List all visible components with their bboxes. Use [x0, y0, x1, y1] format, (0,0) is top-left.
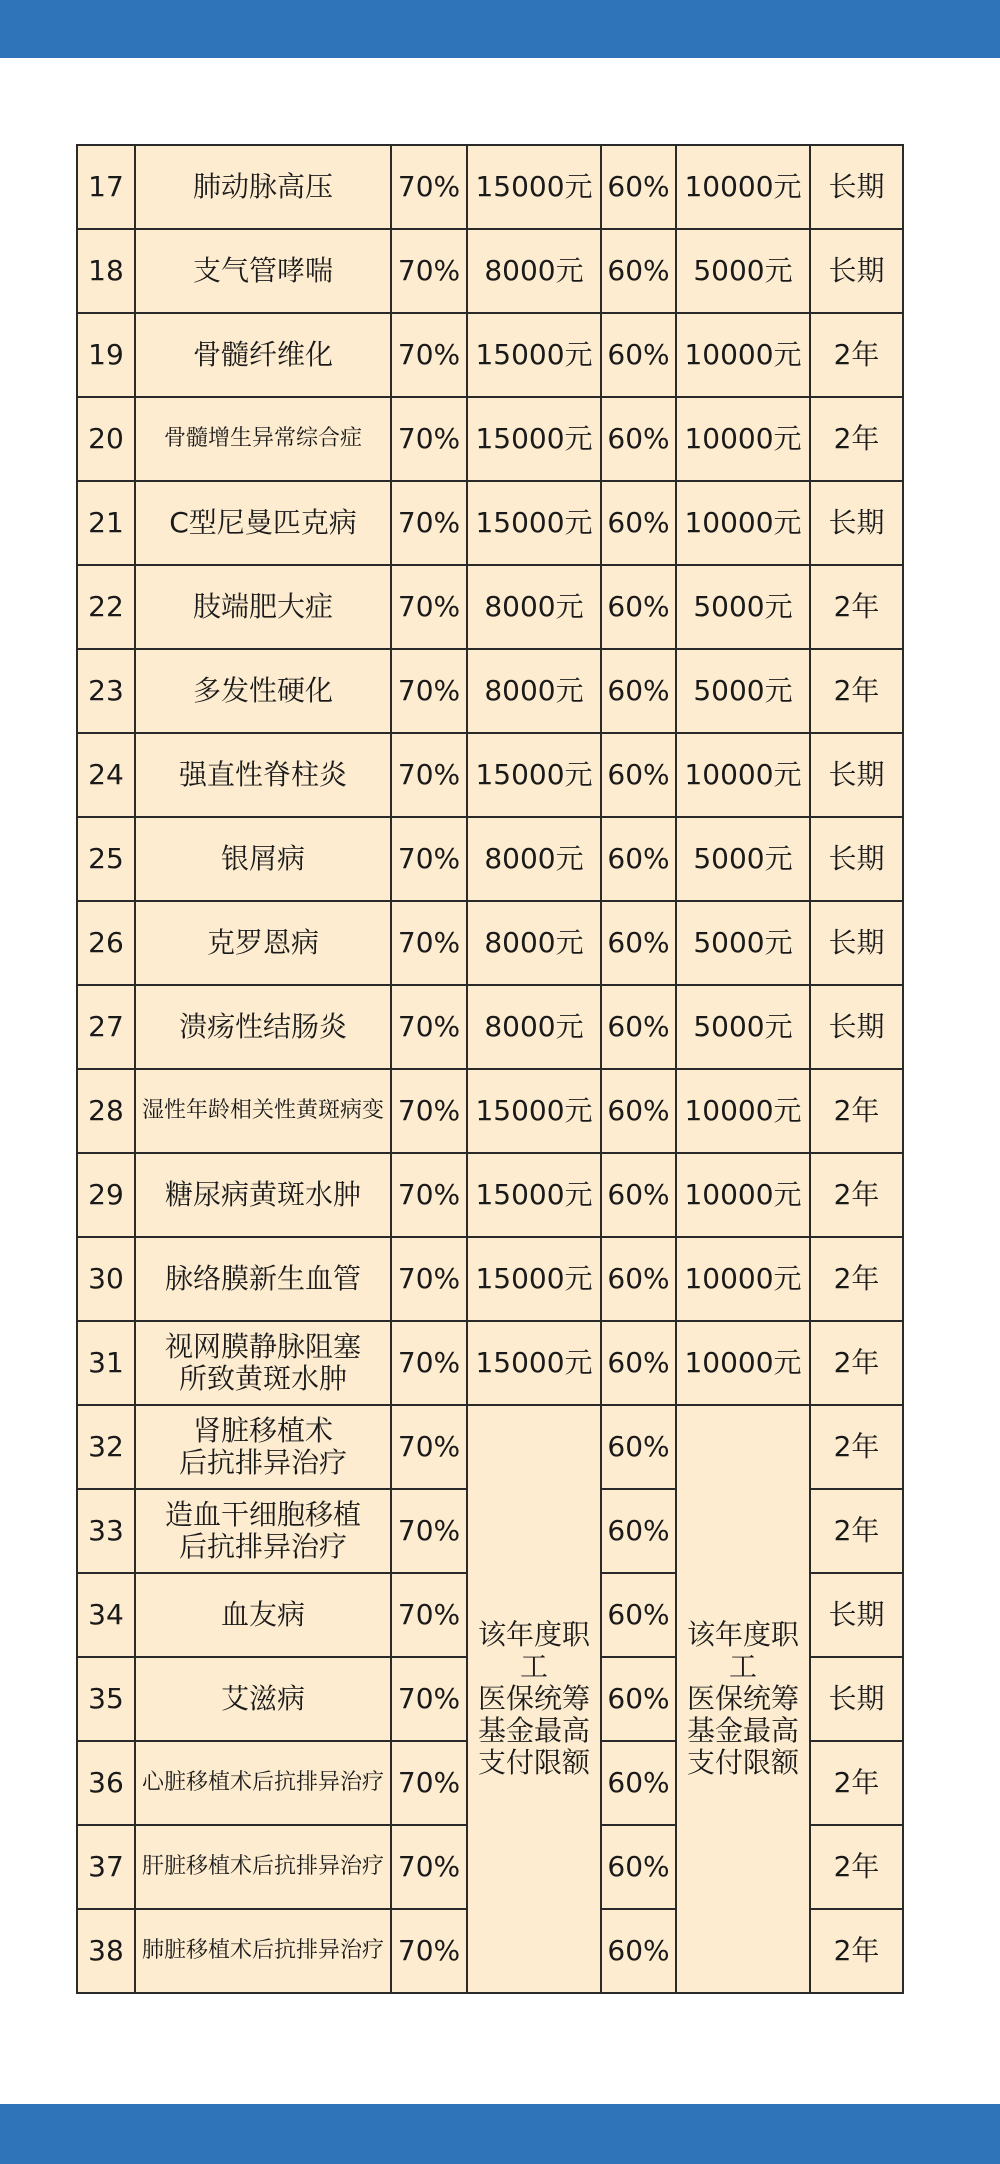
disease-name-line: 支气管哮喘 — [192, 253, 333, 287]
reimbursement-rate-2: 60% — [601, 985, 676, 1069]
bottom-banner — [0, 2104, 1000, 2164]
reimbursement-rate-2: 60% — [601, 1657, 676, 1741]
merged-payment-limit-1 — [467, 1405, 601, 1993]
payment-limit-1: 15000元 — [467, 1069, 601, 1153]
row-number: 19 — [77, 313, 135, 397]
table-row — [77, 1153, 903, 1237]
table-row — [77, 1069, 903, 1153]
table-row — [77, 733, 903, 817]
disease-name — [135, 1405, 391, 1489]
reimbursement-rate-2: 60% — [601, 1069, 676, 1153]
validity-term: 长期 — [810, 817, 903, 901]
disease-name — [135, 985, 391, 1069]
disease-name — [135, 145, 391, 229]
table-row — [77, 817, 903, 901]
row-number: 27 — [77, 985, 135, 1069]
disease-name-line: 溃疡性结肠炎 — [178, 1009, 347, 1043]
disease-name-line: 骨髓纤维化 — [192, 337, 333, 371]
table-row — [77, 565, 903, 649]
row-number: 17 — [77, 145, 135, 229]
reimbursement-rate-2: 60% — [601, 481, 676, 565]
disease-name-line: 血友病 — [220, 1597, 305, 1631]
disease-name-line: 银屑病 — [220, 841, 305, 875]
table-row — [77, 145, 903, 229]
disease-name-line: 视网膜静脉阻塞 — [164, 1329, 361, 1363]
reimbursement-rate-1: 70% — [391, 1069, 467, 1153]
payment-limit-2: 10000元 — [676, 481, 810, 565]
row-number: 34 — [77, 1573, 135, 1657]
disease-name — [135, 1657, 391, 1741]
reimbursement-rate-1: 70% — [391, 901, 467, 985]
validity-term: 长期 — [810, 733, 903, 817]
payment-limit-2: 5000元 — [676, 649, 810, 733]
merged-limit-line: 基金最高 — [686, 1714, 799, 1748]
disease-name — [135, 817, 391, 901]
payment-limit-1: 8000元 — [467, 229, 601, 313]
payment-limit-1: 15000元 — [467, 1153, 601, 1237]
merged-limit-line: 该年度职工 — [477, 1617, 590, 1683]
disease-name-line: C型尼曼匹克病 — [169, 505, 357, 539]
disease-name-line: 艾滋病 — [220, 1681, 305, 1715]
disease-name-line: 多发性硬化 — [192, 673, 333, 707]
merged-limit-line: 医保统筹 — [686, 1681, 799, 1715]
row-number: 24 — [77, 733, 135, 817]
validity-term: 2年 — [810, 1237, 903, 1321]
reimbursement-rate-2: 60% — [601, 565, 676, 649]
merged-payment-limit-2 — [676, 1405, 810, 1993]
validity-term: 2年 — [810, 1153, 903, 1237]
reimbursement-rate-2: 60% — [601, 1909, 676, 1993]
validity-term: 2年 — [810, 565, 903, 649]
disease-name-line: 后抗排异治疗 — [178, 1446, 347, 1479]
row-number: 36 — [77, 1741, 135, 1825]
disease-name — [135, 733, 391, 817]
disease-name — [135, 1825, 391, 1909]
reimbursement-rate-2: 60% — [601, 397, 676, 481]
reimbursement-rate-2: 60% — [601, 145, 676, 229]
reimbursement-rate-1: 70% — [391, 1489, 467, 1573]
disease-name — [135, 397, 391, 481]
payment-limit-1: 8000元 — [467, 565, 601, 649]
disease-name-line: 肾脏移植术 — [192, 1413, 333, 1447]
reimbursement-rate-2: 60% — [601, 1321, 676, 1405]
reimbursement-rate-1: 70% — [391, 397, 467, 481]
reimbursement-rate-1: 70% — [391, 1573, 467, 1657]
payment-limit-2: 5000元 — [676, 985, 810, 1069]
disease-name — [135, 229, 391, 313]
disease-name — [135, 1909, 391, 1993]
reimbursement-rate-2: 60% — [601, 229, 676, 313]
disease-name-line: 造血干细胞移植 — [164, 1497, 361, 1531]
payment-limit-1: 8000元 — [467, 985, 601, 1069]
disease-name — [135, 901, 391, 985]
table-row — [77, 901, 903, 985]
validity-term: 长期 — [810, 985, 903, 1069]
payment-limit-1: 8000元 — [467, 649, 601, 733]
reimbursement-rate-1: 70% — [391, 733, 467, 817]
row-number: 30 — [77, 1237, 135, 1321]
disease-name-line: 湿性年龄相关性黄斑病变 — [141, 1098, 384, 1124]
disease-name — [135, 481, 391, 565]
validity-term: 2年 — [810, 1909, 903, 1993]
reimbursement-rate-1: 70% — [391, 1237, 467, 1321]
payment-limit-1: 15000元 — [467, 1321, 601, 1405]
reimbursement-rate-1: 70% — [391, 229, 467, 313]
validity-term: 长期 — [810, 1657, 903, 1741]
validity-term: 2年 — [810, 1321, 903, 1405]
validity-term: 2年 — [810, 1069, 903, 1153]
disease-name-line: 肢端肥大症 — [192, 589, 333, 623]
validity-term: 2年 — [810, 1741, 903, 1825]
merged-limit-line: 医保统筹 — [477, 1681, 590, 1715]
reimbursement-rate-2: 60% — [601, 1825, 676, 1909]
top-banner — [0, 0, 1000, 58]
disease-name-line: 糖尿病黄斑水肿 — [164, 1177, 361, 1211]
table-row — [77, 1405, 903, 1489]
payment-limit-2: 10000元 — [676, 1237, 810, 1321]
payment-limit-1: 15000元 — [467, 145, 601, 229]
validity-term: 长期 — [810, 1573, 903, 1657]
reimbursement-rate-1: 70% — [391, 1909, 467, 1993]
merged-limit-line: 支付限额 — [477, 1746, 590, 1780]
disease-name — [135, 1321, 391, 1405]
row-number: 21 — [77, 481, 135, 565]
reimbursement-rate-2: 60% — [601, 1573, 676, 1657]
table-row — [77, 649, 903, 733]
payment-limit-2: 5000元 — [676, 229, 810, 313]
row-number: 38 — [77, 1909, 135, 1993]
reimbursement-rate-2: 60% — [601, 1237, 676, 1321]
row-number: 31 — [77, 1321, 135, 1405]
row-number: 20 — [77, 397, 135, 481]
disease-name-line: 肺动脉高压 — [192, 169, 333, 203]
payment-limit-1: 15000元 — [467, 397, 601, 481]
payment-limit-2: 10000元 — [676, 733, 810, 817]
reimbursement-rate-2: 60% — [601, 901, 676, 985]
validity-term: 长期 — [810, 481, 903, 565]
reimbursement-rate-1: 70% — [391, 1741, 467, 1825]
payment-limit-2: 10000元 — [676, 1069, 810, 1153]
validity-term: 长期 — [810, 229, 903, 313]
disease-name-line: 心脏移植术后抗排异治疗 — [141, 1770, 384, 1796]
disease-name — [135, 1237, 391, 1321]
table-row — [77, 229, 903, 313]
reimbursement-rate-1: 70% — [391, 481, 467, 565]
table-row — [77, 313, 903, 397]
disease-name-line: 肺脏移植术后抗排异治疗 — [141, 1938, 384, 1964]
payment-limit-1: 15000元 — [467, 481, 601, 565]
reimbursement-rate-1: 70% — [391, 565, 467, 649]
row-number: 33 — [77, 1489, 135, 1573]
reimbursement-rate-1: 70% — [391, 1153, 467, 1237]
validity-term: 2年 — [810, 1825, 903, 1909]
reimbursement-rate-1: 70% — [391, 1405, 467, 1489]
disease-name — [135, 1069, 391, 1153]
reimbursement-rate-1: 70% — [391, 313, 467, 397]
disease-name — [135, 1489, 391, 1573]
disease-name — [135, 1573, 391, 1657]
payment-limit-1: 15000元 — [467, 1237, 601, 1321]
disease-name-line: 骨髓增生异常综合症 — [163, 426, 362, 452]
row-number: 18 — [77, 229, 135, 313]
reimbursement-rate-1: 70% — [391, 1825, 467, 1909]
row-number: 28 — [77, 1069, 135, 1153]
table-row — [77, 1237, 903, 1321]
table-row — [77, 481, 903, 565]
disease-name-line: 克罗恩病 — [206, 925, 319, 959]
row-number: 37 — [77, 1825, 135, 1909]
payment-limit-2: 5000元 — [676, 565, 810, 649]
reimbursement-rate-1: 70% — [391, 649, 467, 733]
payment-limit-1: 15000元 — [467, 733, 601, 817]
payment-limit-2: 5000元 — [676, 817, 810, 901]
reimbursement-rate-1: 70% — [391, 985, 467, 1069]
validity-term: 2年 — [810, 397, 903, 481]
row-number: 32 — [77, 1405, 135, 1489]
disease-coverage-table — [76, 144, 904, 1994]
reimbursement-rate-2: 60% — [601, 1153, 676, 1237]
reimbursement-rate-2: 60% — [601, 817, 676, 901]
validity-term: 2年 — [810, 313, 903, 397]
row-number: 23 — [77, 649, 135, 733]
row-number: 26 — [77, 901, 135, 985]
table-row — [77, 985, 903, 1069]
validity-term: 长期 — [810, 145, 903, 229]
disease-name-line: 所致黄斑水肿 — [178, 1362, 347, 1395]
merged-limit-line: 该年度职工 — [686, 1617, 799, 1683]
reimbursement-rate-1: 70% — [391, 1321, 467, 1405]
reimbursement-rate-1: 70% — [391, 817, 467, 901]
reimbursement-rate-1: 70% — [391, 1657, 467, 1741]
reimbursement-rate-2: 60% — [601, 1489, 676, 1573]
payment-limit-2: 5000元 — [676, 901, 810, 985]
payment-limit-2: 10000元 — [676, 1321, 810, 1405]
row-number: 29 — [77, 1153, 135, 1237]
table-row — [77, 1321, 903, 1405]
reimbursement-rate-2: 60% — [601, 313, 676, 397]
row-number: 25 — [77, 817, 135, 901]
disease-name-line: 肝脏移植术后抗排异治疗 — [141, 1854, 384, 1880]
row-number: 22 — [77, 565, 135, 649]
disease-name-line: 强直性脊柱炎 — [178, 757, 347, 791]
payment-limit-1: 8000元 — [467, 901, 601, 985]
disease-name — [135, 313, 391, 397]
disease-name — [135, 1153, 391, 1237]
reimbursement-rate-2: 60% — [601, 733, 676, 817]
payment-limit-2: 10000元 — [676, 1153, 810, 1237]
disease-name — [135, 1741, 391, 1825]
payment-limit-1: 15000元 — [467, 313, 601, 397]
payment-limit-2: 10000元 — [676, 313, 810, 397]
payment-limit-2: 10000元 — [676, 145, 810, 229]
row-number: 35 — [77, 1657, 135, 1741]
validity-term: 2年 — [810, 1405, 903, 1489]
table-row — [77, 397, 903, 481]
reimbursement-rate-2: 60% — [601, 649, 676, 733]
disease-name-line: 后抗排异治疗 — [178, 1530, 347, 1563]
reimbursement-rate-1: 70% — [391, 145, 467, 229]
merged-limit-line: 支付限额 — [686, 1746, 799, 1780]
reimbursement-rate-2: 60% — [601, 1741, 676, 1825]
disease-name — [135, 565, 391, 649]
reimbursement-rate-2: 60% — [601, 1405, 676, 1489]
disease-name-line: 脉络膜新生血管 — [164, 1261, 361, 1295]
payment-limit-2: 10000元 — [676, 397, 810, 481]
validity-term: 2年 — [810, 649, 903, 733]
merged-limit-line: 基金最高 — [477, 1714, 590, 1748]
validity-term: 长期 — [810, 901, 903, 985]
payment-limit-1: 8000元 — [467, 817, 601, 901]
disease-name — [135, 649, 391, 733]
validity-term: 2年 — [810, 1489, 903, 1573]
